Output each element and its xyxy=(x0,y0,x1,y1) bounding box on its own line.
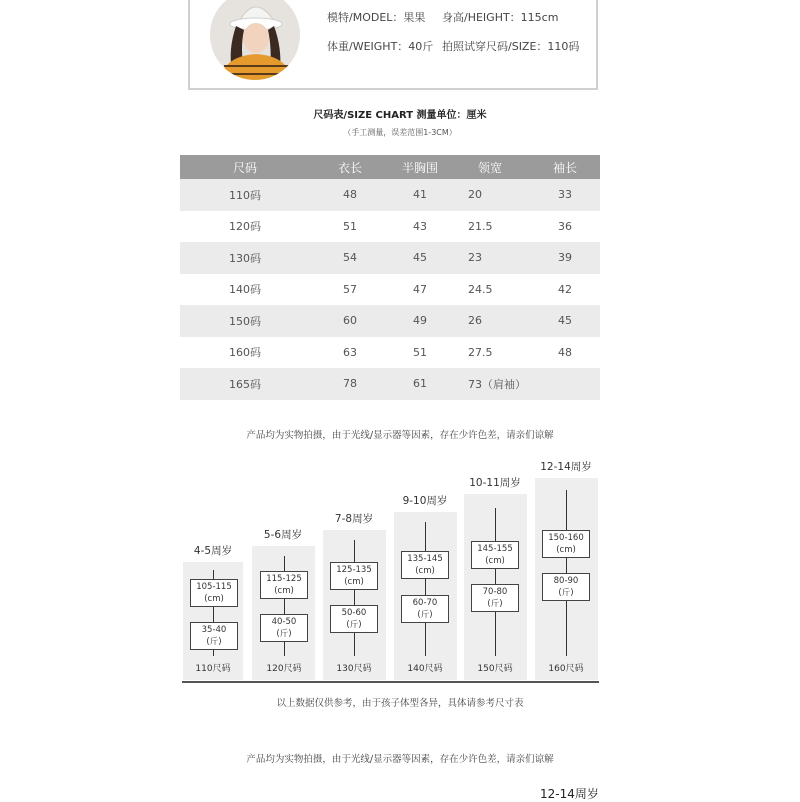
age-label: 7-8周岁 xyxy=(334,513,374,525)
size-label: 110尺码 xyxy=(195,664,231,674)
model-size: 拍照试穿尺码/SIZE：110码 xyxy=(442,40,580,53)
table-row xyxy=(180,211,600,243)
measure-line xyxy=(354,540,355,656)
weight-box: 50-60 (斤) xyxy=(330,605,378,633)
height-box: 115-125 (cm) xyxy=(260,571,308,599)
cell-collar: 24.5 xyxy=(450,274,530,306)
height-box: 135-145 (cm) xyxy=(401,551,449,579)
color-disclaimer-repeat: 产品均为实物拍摄，由于光线/显示器等因素，存在少许色差，请亲们谅解 xyxy=(246,754,554,765)
cell-sleeve: 39 xyxy=(530,242,600,274)
weight-box: 35-40 (斤) xyxy=(190,622,238,650)
size-chart-title: 尺码表/SIZE CHART 测量单位：厘米 xyxy=(313,110,487,121)
table-row xyxy=(180,337,600,369)
cell-collar: 23 xyxy=(450,242,530,274)
cell-half-chest: 41 xyxy=(390,179,450,211)
size-label: 140尺码 xyxy=(407,664,443,674)
cell-collar: 26 xyxy=(450,305,530,337)
cell-half-chest: 49 xyxy=(390,305,450,337)
cell-sleeve: 36 xyxy=(530,211,600,243)
table-row xyxy=(180,305,600,337)
bottom-age-label: 12-14周岁 xyxy=(540,787,599,801)
cell-sleeve xyxy=(530,368,600,400)
height-box: 125-135 (cm) xyxy=(330,562,378,590)
cell-half-chest: 43 xyxy=(390,211,450,243)
age-label: 4-5周岁 xyxy=(193,545,233,557)
cell-sleeve: 45 xyxy=(530,305,600,337)
cell-half-chest: 47 xyxy=(390,274,450,306)
age-label: 9-10周岁 xyxy=(402,495,448,507)
size-label: 150尺码 xyxy=(477,664,513,674)
cell-collar: 20 xyxy=(450,179,530,211)
header-half-chest: 半胸围 xyxy=(390,155,450,179)
cell-size: 165码 xyxy=(180,368,310,400)
cell-length: 57 xyxy=(310,274,390,306)
header-size: 尺码 xyxy=(180,155,310,179)
cell-length: 51 xyxy=(310,211,390,243)
cell-size: 140码 xyxy=(180,274,310,306)
height-box: 105-115 (cm) xyxy=(190,579,238,607)
size-label: 120尺码 xyxy=(266,664,302,674)
cell-sleeve: 42 xyxy=(530,274,600,306)
size-label: 130尺码 xyxy=(336,664,372,674)
cell-length: 48 xyxy=(310,179,390,211)
size-chart-note: （手工测量，误差范围1-3CM） xyxy=(343,128,457,137)
cell-sleeve: 33 xyxy=(530,179,600,211)
height-box: 150-160 (cm) xyxy=(542,530,590,558)
weight-box: 70-80 (斤) xyxy=(471,584,519,612)
header-collar: 领宽 xyxy=(450,155,530,179)
cell-half-chest: 51 xyxy=(390,337,450,369)
size-label: 160尺码 xyxy=(548,664,584,674)
measure-line xyxy=(425,522,426,656)
reference-note: 以上数据仅供参考，由于孩子体型各异，具体请参考尺寸表 xyxy=(276,698,524,709)
cell-sleeve: 48 xyxy=(530,337,600,369)
cell-half-chest: 61 xyxy=(390,368,450,400)
cell-half-chest: 45 xyxy=(390,242,450,274)
color-disclaimer: 产品均为实物拍摄，由于光线/显示器等因素，存在少许色差，请亲们谅解 xyxy=(246,430,554,441)
model-name: 模特/MODEL：果果 xyxy=(327,11,426,24)
cell-length: 54 xyxy=(310,242,390,274)
cell-length: 60 xyxy=(310,305,390,337)
model-weight: 体重/WEIGHT：40斤 xyxy=(327,40,434,53)
cell-size: 110码 xyxy=(180,179,310,211)
age-label: 10-11周岁 xyxy=(469,477,521,489)
table-row xyxy=(180,179,600,211)
size-table xyxy=(180,155,600,400)
table-row xyxy=(180,242,600,274)
table-row xyxy=(180,368,600,400)
measure-line xyxy=(495,508,496,656)
cell-collar: 27.5 xyxy=(450,337,530,369)
cell-length: 63 xyxy=(310,337,390,369)
cell-size: 150码 xyxy=(180,305,310,337)
cell-size: 120码 xyxy=(180,211,310,243)
cell-size: 160码 xyxy=(180,337,310,369)
age-label: 5-6周岁 xyxy=(263,529,303,541)
table-row xyxy=(180,274,600,306)
weight-box: 80-90 (斤) xyxy=(542,573,590,601)
cell-size: 130码 xyxy=(180,242,310,274)
chart-baseline xyxy=(182,681,599,683)
header-length: 衣长 xyxy=(310,155,390,179)
table-header-row xyxy=(180,155,600,179)
weight-box: 60-70 (斤) xyxy=(401,595,449,623)
weight-box: 40-50 (斤) xyxy=(260,614,308,642)
cell-collar: 21.5 xyxy=(450,211,530,243)
model-height: 身高/HEIGHT：115cm xyxy=(442,11,559,24)
height-box: 145-155 (cm) xyxy=(471,541,519,569)
age-label: 12-14周岁 xyxy=(540,461,592,473)
cell-length: 78 xyxy=(310,368,390,400)
header-sleeve: 袖长 xyxy=(530,155,600,179)
cell-collar: 73（肩袖） xyxy=(450,368,530,400)
